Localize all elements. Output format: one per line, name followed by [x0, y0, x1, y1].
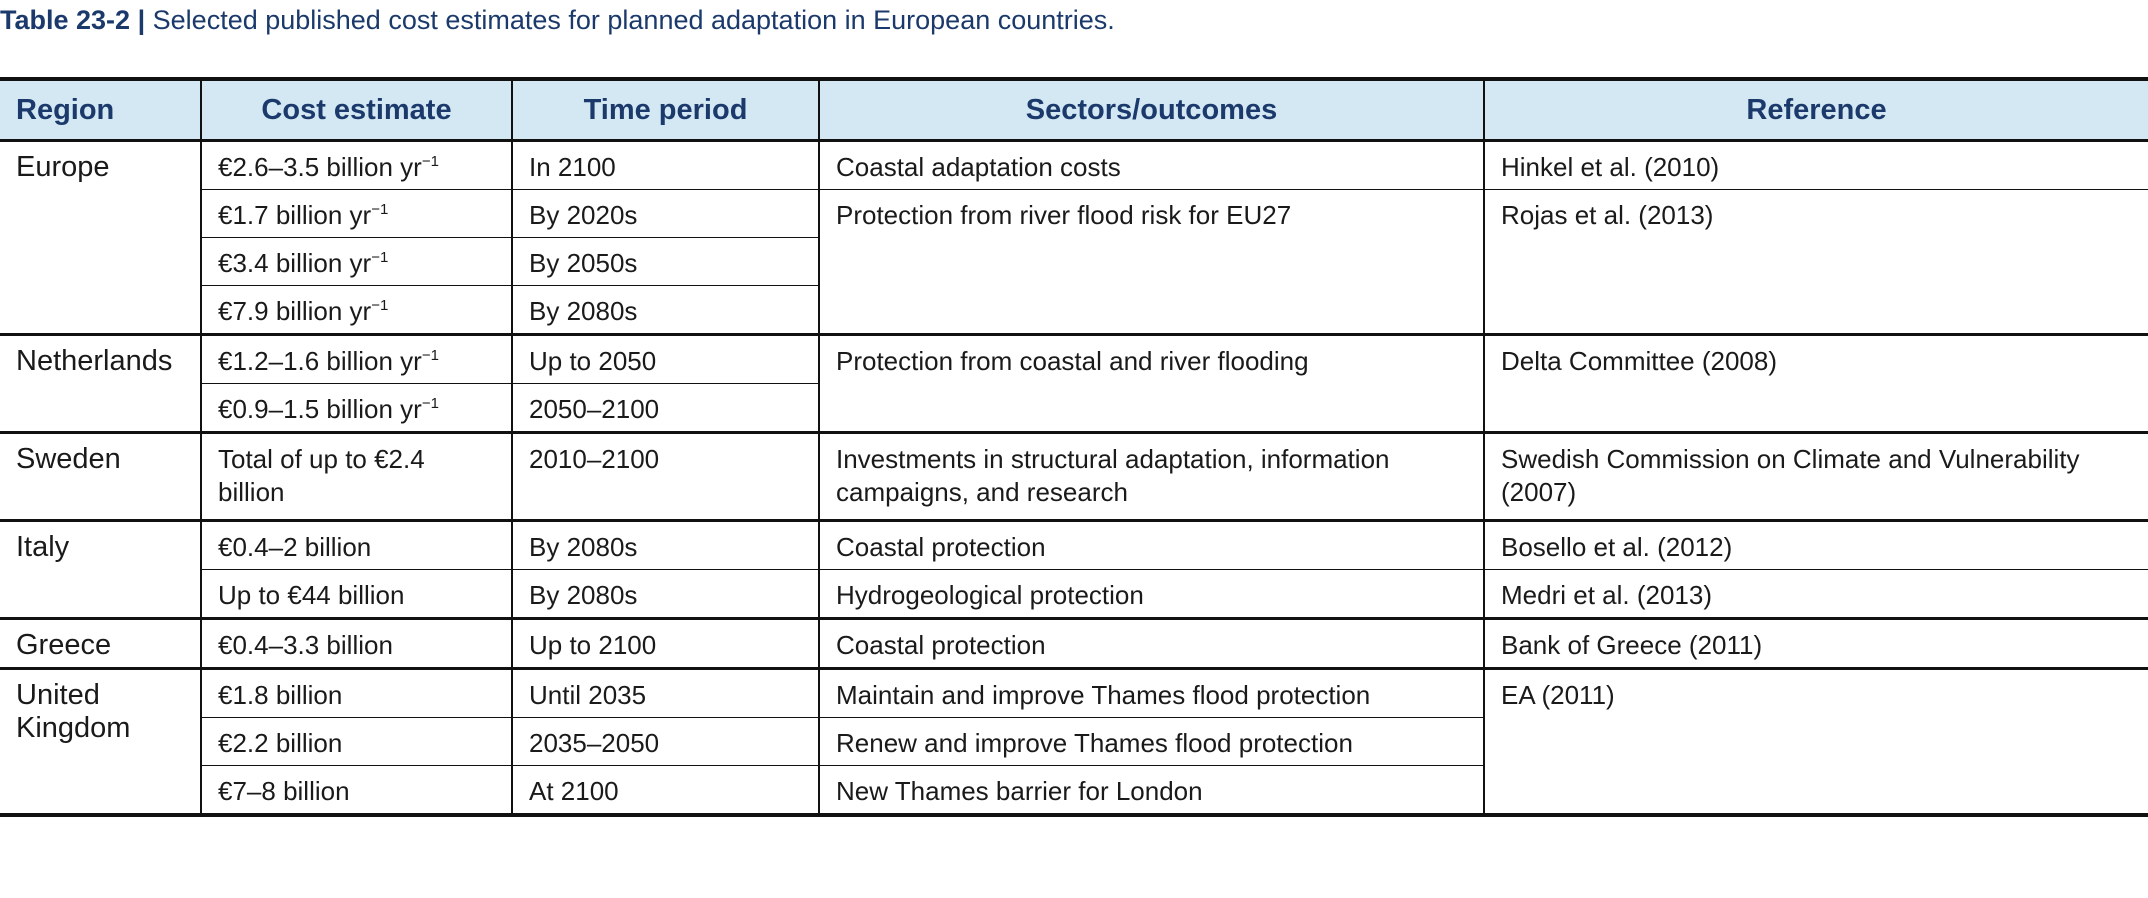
cost-cell: Up to €44 billion	[201, 570, 512, 619]
header-cost-estimate: Cost estimate	[201, 79, 512, 141]
sector-cell: New Thames barrier for London	[819, 766, 1484, 816]
region-cell: Greece	[0, 619, 201, 669]
table-row	[0, 433, 2148, 521]
cost-cell: €7–8 billion	[201, 766, 512, 816]
cost-cell: €1.7 billion $yr^{-1}$	[201, 190, 512, 238]
cost-cell: €0.4–2 billion	[201, 521, 512, 570]
reference-cell: Bosello et al. (2012)	[1484, 521, 2148, 570]
header-region: Region	[0, 79, 201, 141]
cost-cell: €0.4–3.3 billion	[201, 619, 512, 669]
time-cell: By 2020s	[512, 190, 819, 238]
table-row	[0, 335, 2148, 384]
table-row	[0, 669, 2148, 718]
header-row	[0, 79, 2148, 141]
table-row	[0, 141, 2148, 190]
table-row	[0, 521, 2148, 570]
unit-superscript: −1	[371, 201, 389, 218]
header-time-period: Time period	[512, 79, 819, 141]
cost-cell: €1.2–1.6 billion $yr^{-1}$	[201, 335, 512, 384]
time-cell: At 2100	[512, 766, 819, 816]
sector-cell: Protection from river flood risk for EU27	[819, 190, 1484, 335]
time-cell: By 2080s	[512, 521, 819, 570]
cost-estimates-table	[0, 77, 2148, 817]
cost-cell: €2.2 billion	[201, 718, 512, 766]
time-cell: 2050–2100	[512, 384, 819, 433]
unit-superscript: −1	[421, 395, 439, 412]
time-cell: Up to 2050	[512, 335, 819, 384]
reference-cell: Bank of Greece (2011)	[1484, 619, 2148, 669]
reference-cell: Swedish Commission on Climate and Vulnerability (2007)	[1484, 433, 2148, 521]
cost-cell: Total of up to €2.4 billion	[201, 433, 512, 521]
reference-cell: Delta Committee (2008)	[1484, 335, 2148, 433]
sector-cell: Coastal protection	[819, 619, 1484, 669]
time-cell: By 2080s	[512, 570, 819, 619]
sector-cell: Protection from coastal and river flooding	[819, 335, 1484, 433]
region-cell: Sweden	[0, 433, 201, 521]
header-sectors-outcomes: Sectors/outcomes	[819, 79, 1484, 141]
sector-cell: Coastal adaptation costs	[819, 141, 1484, 190]
reference-cell: Hinkel et al. (2010)	[1484, 141, 2148, 190]
time-cell: 2035–2050	[512, 718, 819, 766]
region-cell: United Kingdom	[0, 669, 201, 816]
region-cell: Europe	[0, 141, 201, 335]
reference-cell: Rojas et al. (2013)	[1484, 190, 2148, 335]
cost-cell: €0.9–1.5 billion $yr^{-1}$	[201, 384, 512, 433]
table-body	[0, 141, 2148, 816]
time-cell: By 2050s	[512, 238, 819, 286]
time-cell: Until 2035	[512, 669, 819, 718]
table-caption	[0, 0, 1115, 42]
cost-cell: €2.6–3.5 billion $yr^{-1}$	[201, 141, 512, 190]
cost-cell: €7.9 billion $yr^{-1}$	[201, 286, 512, 335]
header-reference: Reference	[1484, 79, 2148, 141]
table-number: Table 23-2	[0, 5, 131, 35]
unit-superscript: −1	[371, 297, 389, 314]
unit-superscript: −1	[421, 153, 439, 170]
caption-separator: |	[137, 5, 146, 35]
sector-cell: Hydrogeological protection	[819, 570, 1484, 619]
sector-cell: Coastal protection	[819, 521, 1484, 570]
unit-superscript: −1	[371, 249, 389, 266]
time-cell: 2010–2100	[512, 433, 819, 521]
region-cell: Netherlands	[0, 335, 201, 433]
time-cell: In 2100	[512, 141, 819, 190]
sector-cell: Renew and improve Thames flood protection	[819, 718, 1484, 766]
reference-cell: EA (2011)	[1484, 669, 2148, 816]
time-cell: By 2080s	[512, 286, 819, 335]
table-row	[0, 190, 2148, 238]
table-title: Selected published cost estimates for planned adaptation in European countries.	[152, 5, 1115, 35]
table-row	[0, 619, 2148, 669]
sector-cell: Maintain and improve Thames flood protection	[819, 669, 1484, 718]
time-cell: Up to 2100	[512, 619, 819, 669]
table-row	[0, 570, 2148, 619]
cost-cell: €3.4 billion $yr^{-1}$	[201, 238, 512, 286]
sector-cell: Investments in structural adaptation, information campaigns, and research	[819, 433, 1484, 521]
unit-superscript: −1	[421, 347, 439, 364]
reference-cell: Medri et al. (2013)	[1484, 570, 2148, 619]
cost-cell: €1.8 billion	[201, 669, 512, 718]
region-cell: Italy	[0, 521, 201, 619]
table-header	[0, 79, 2148, 141]
